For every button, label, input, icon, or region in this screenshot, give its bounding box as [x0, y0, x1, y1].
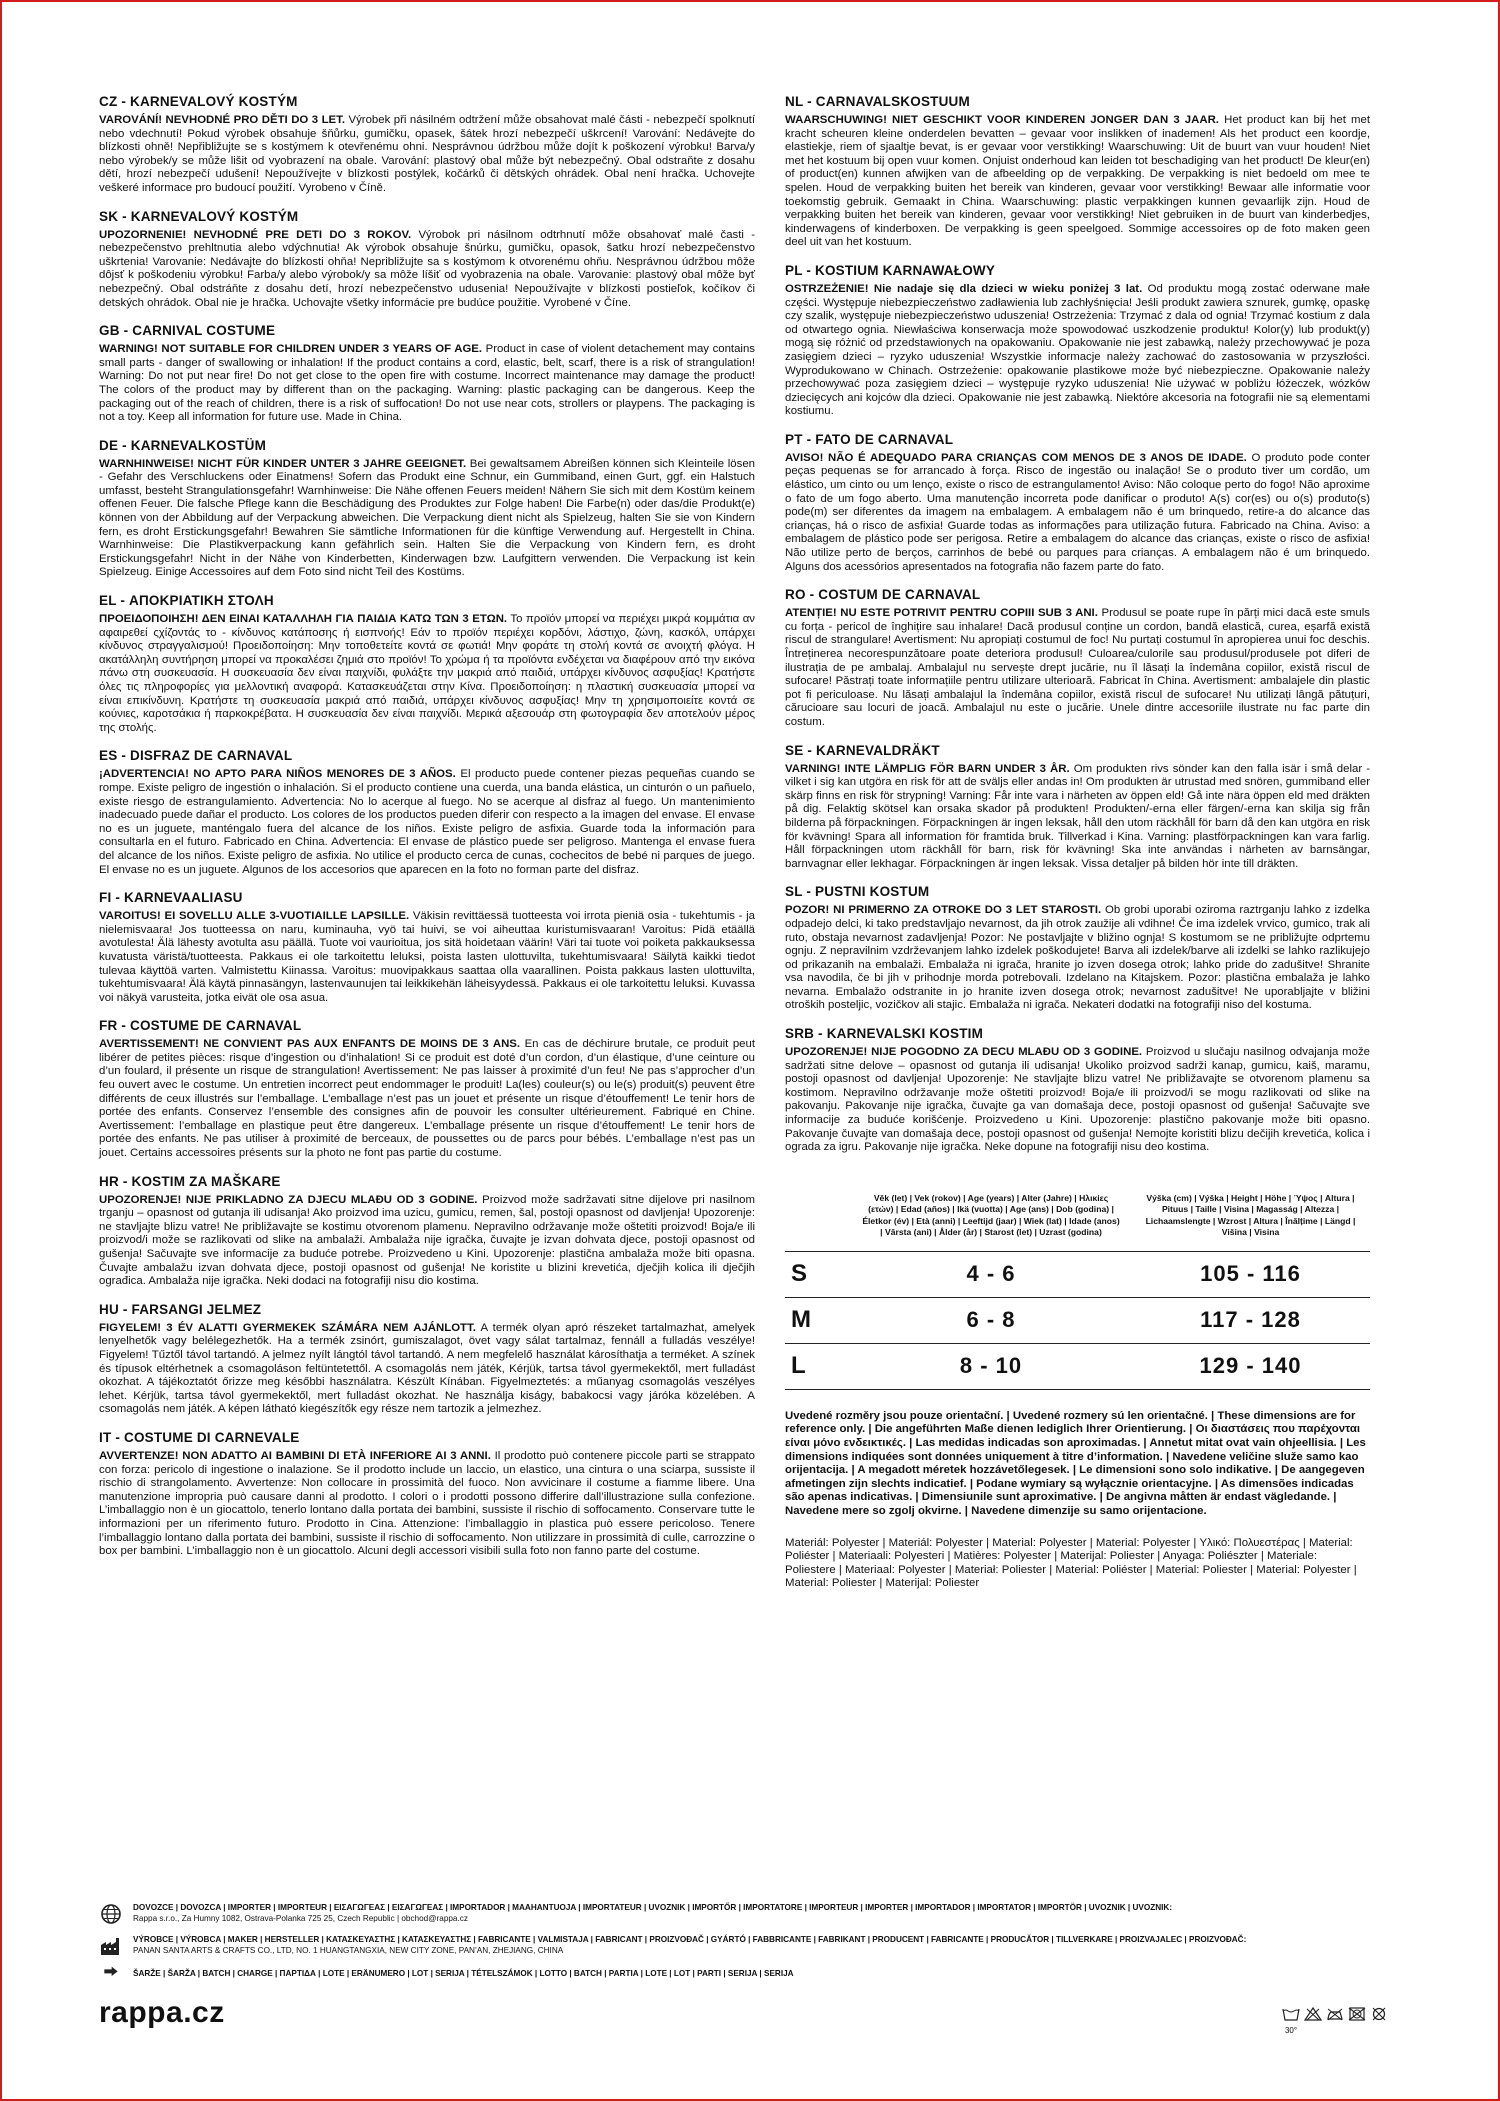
- wash-temperature: 30°: [1284, 2026, 1298, 2035]
- section-title: FR - COSTUME DE CARNAVAL: [99, 1018, 302, 1034]
- section-body: [99, 114, 755, 196]
- right-section: [785, 587, 1370, 729]
- section-warning: VARNING! INTE LÄMPLIG FÖR BARN UNDER 3 ÅR.: [785, 762, 1070, 775]
- wash-icon: [1282, 2007, 1300, 2021]
- section-title: CZ - KARNEVALOVÝ KOSTÝM: [99, 94, 298, 109]
- section-warning: WAARSCHUWING! NIET GESCHIKT VOOR KINDEREN JONGER DAN 3 JAAR.: [785, 114, 1219, 126]
- importer-label: DOVOZCE | DOVOZCA | IMPORTER | IMPORTEUR | ΕΙΣΑΓΩΓΕΑΣ | ΕΙΣΑΓΩΓΕΑΣ | IMPORTADOR | MAAHANTUOJA | IMPORTATEUR | UVOZNIK | IMPORTŐR | IMPORTATORE | IMPORTEUR | IMPORTER | IMPORTADOR | IMPORTATOR | IMPORTÖR | UVOZNIK | UVOZNIK:: [133, 1903, 1173, 1912]
- left-section: [99, 748, 755, 877]
- size-age: 4 - 6: [851, 1251, 1131, 1297]
- right-section: [785, 1026, 1370, 1155]
- section-title: ES - DISFRAZ DE CARNAVAL: [99, 748, 293, 764]
- section-title: SE - KARNEVALDRÄKT: [785, 742, 940, 758]
- right-section: [785, 263, 1370, 419]
- size-col-spacer: [785, 1181, 851, 1252]
- section-warning: AVISO! NÃO É ADEQUADO PARA CRIANÇAS COM MENOS DE 3 ANOS DE IDADE.: [785, 451, 1247, 464]
- section-body: [785, 904, 1370, 1013]
- left-section: [99, 1174, 755, 1289]
- left-section: [99, 593, 755, 735]
- left-column: [99, 94, 755, 1572]
- section-warning: UPOZORENJE! NIJE PRIKLADNO ZA DJECU MLAĐU OD 3 GODINE.: [99, 1193, 478, 1206]
- section-body: [99, 1450, 755, 1559]
- left-section: [99, 1018, 755, 1160]
- size-letter: L: [785, 1343, 851, 1389]
- section-title: PT - FATO DE CARNAVAL: [785, 431, 954, 447]
- size-table-header: [785, 1181, 1370, 1252]
- section-body: [99, 1194, 755, 1289]
- height-header: Výška (cm) | Výška | Height | Höhe | Ύψος | Altura | Pituus | Taille | Visina | Magasság | Altezza | Lichaamslengte | Wzrost | Altura | Înălțime | Längd | Višina | Visina: [1145, 1193, 1356, 1238]
- section-warning: UPOZORENJE! NIJE POGODNO ZA DECU MLAĐU OD 3 GODINE.: [785, 1046, 1143, 1059]
- section-title: SRB - KARNEVALSKI KOSTIM: [785, 1026, 984, 1042]
- size-letter: M: [785, 1297, 851, 1343]
- importer-block: [133, 1902, 1172, 1924]
- section-title: HR - KOSTIM ZA MAŠKARE: [99, 1173, 281, 1189]
- right-column: [785, 94, 1370, 1591]
- size-age: 8 - 10: [851, 1343, 1131, 1389]
- maker-address: PANAN SANTA ARTS & CRAFTS CO., LTD, NO. 1 HUANGTANGXIA, NEW CITY ZONE, PAN’AN, ZHEJIANG, CHINA: [133, 1946, 564, 1955]
- right-sections: [785, 94, 1370, 1155]
- section-text: Om produkten rivs sönder kan den falla isär i små delar - vilket i sig kan utgöra en risk för att de sväljs eller andas in! Om produkten är utrustad med snören, gummiband eller skärp finns en risk för strypning! Varning: Får inte vara i närheten av öppen eld! Gå inte nära öppen eld med dräkten på dig. Felaktig skötsel kan orsaka skador på produkten! Produkten/-erna eller färgen/-erna kan skilja sig från bilderna på förpackningen. Förpackningen är ingen leksak, håll den utom räckhåll för barn då den kan utgöra en risk för kvävning! Spara all information för framtida bruk. Tillverkad i Kina. Varning: plastförpackningen kan vara farlig. Håll förpackningen utom räckhåll för barn, risk för kvävning! Ska inte användas i närheten av barnsängar, barnvagnar eller lekhagar. Förpackningen är ingen leksak. Vissa detaljer på bilden hör inte till dräkten.: [785, 762, 1370, 870]
- left-section: [99, 209, 755, 311]
- right-section: [785, 94, 1370, 250]
- section-warning: POZOR! NI PRIMERNO ZA OTROKE DO 3 LET STAROSTI.: [785, 904, 1102, 917]
- right-section: [785, 743, 1370, 872]
- section-text: Proizvod može sadržavati sitne dijelove pri nasilnom trganju – opasnost od gutanja ili udisanja! Ako proizvod ima uzicu, gumicu, remen, šal, postoji opasnost od davljenja! Upozorenje: ne stavljajte blizu vatre! Ne približavajte se kostimu otvorenom plamenu. Nepravilno održavanje može oštetiti proizvod! Boja/e ili proizvod/i može se razlikovati od slike na ambalaži. Ambalaža nije igračka, čuvajte je izvan dohvata djece, postoji opasnost od gušenja! Sačuvajte sve informacije za buduće potrebe. Proizvedeno u Kini. Upozorenje: plastična ambalaža može biti opasna. Čuvajte ambalažu izvan dohvata djece, postoji opasnost od gušenja! Ne koristite u blizini krevetića, dječjih kolica ili dječjih ograđica. Ambalaža nije igračka. Neki dodaci na fotografiji nisu dio kostima.: [99, 1193, 755, 1288]
- section-body: [99, 910, 755, 1005]
- section-text: Proizvod u slučaju nasilnog odvajanja može sadržati sitne delove – opasnost od gutanja ili udisanja! Ukoliko proizvod sadrži kanap, gumicu, kaiš, maramu, postoji opasnost od davljenja! Upozorenje: Ne stavljajte blizu vatre! Ne približavajte se otvorenom plamenu sa kostimom. Nepravilno održavanje može oštetiti proizvod! Boja/e ili proizvod/i se mogu razlikovati od slike na pakovanju. Pakovanje nije igračka, čuvajte ga van domašaja dece, postoji opasnost od gušenja! Sačuvajte sve informacije za buduće korišćenje. Proizvedeno u Kini. Upozorenje: plastično pakovanje može biti opasno. Pakovanje čuvajte van domašaja dece, postoji opasnost od gušenja! Nemojte koristiti blizu dečijih krevetića, kolica i ograda za igru. Pakovanje nije igračka. Neke dopune na fotografiji nisu deo kostima.: [785, 1046, 1370, 1154]
- brand-logo: rappa.cz: [99, 1996, 225, 2029]
- left-section: [99, 323, 755, 425]
- section-warning: AVERTISSEMENT! NE CONVIENT PAS AUX ENFANTS DE MOINS DE 3 ANS.: [99, 1038, 521, 1051]
- section-warning: WARNING! NOT SUITABLE FOR CHILDREN UNDER 3 YEARS OF AGE.: [99, 343, 483, 356]
- right-section: [785, 432, 1370, 574]
- section-text: Το προϊόν μπορεί να περιέχει μικρά κομμάτια αν αφαιρεθεί ςχίζοντάς το - κίνδυνος κατάποσης ή εισπνοής! Εάν το προϊόν περιέχει κορδόνι, λάστιχο, ζώνη, κασκόλ, υπάρχει κίνδυνος στραγγαλισμού! Προειδοποίηση: Μην τοποθετείτε κοντά σε φωτιά! Μην φοράτε τη στολή κοντά σε ανοιχτή φλόγα. Η ακατάλληλη συντήρηση μπορεί να προκαλέσει ζημιά στο προϊόν! Το χρώμα ή τα προϊόντα ενδέχεται να διαφέρουν από την εικόνα πάνω στη συσκευασία. Η συσκευασία δεν είναι παιχνίδι, φυλάξτε την μακριά από παιδιά, υπάρχει κίνδυνος ασφυξίας! Κρατήστε όλες τις πληροφορίες για μελλοντική αναφορά. Κατασκευάζεται στην Κίνα. Προειδοποίηση: η πλαστική συσκευασία μπορεί να είναι επικίνδυνη. Κρατήστε τη συσκευασία μακριά από παιδιά, υπάρχει κίνδυνος ασφυξίας! Μην τη χρησιμοποιείτε κοντά σε κούνιες, καροτσάκια ή παρκοκρέβατα. Η συσκευασία δεν είναι παιχνίδι. Μερικά αξεσουάρ στη φωτογραφία δεν αποτελούν μέρος της στολής.: [99, 613, 755, 734]
- section-warning: AVVERTENZE! NON ADATTO AI BAMBINI DI ETÀ INFERIORE AI 3 ANNI.: [99, 1449, 491, 1462]
- section-title: FI - KARNEVAALIASU: [99, 890, 243, 906]
- section-warning: WARNHINWEISE! NICHT FÜR KINDER UNTER 3 JAHRE GEEIGNET.: [99, 457, 467, 470]
- maker-block: [133, 1934, 1246, 1956]
- left-section: [99, 438, 755, 580]
- footer: [99, 1902, 1399, 1990]
- section-body: [785, 114, 1370, 250]
- age-header: Věk (let) | Vek (rokov) | Age (years) | Alter (Jahre) | Ηλικίες (ετών) | Edad (años) | Ikä (vuotta) | Age (ans) | Dob (godina) | Életkor (év) | Età (anni) | Leeftijd (jaar) | Wiek (lat) | Idade (anos) | Vârsta (ani) | Ålder (år) | Starost (let) | Uzrast (godina): [862, 1193, 1120, 1238]
- factory-icon: [99, 1934, 123, 1958]
- section-body: [99, 1322, 755, 1417]
- section-text: O produto pode conter peças pequenas se for arrancado à força. Risco de ingestão ou inalação! Se o produto tiver um cordão, um elástico, um cinto ou um lenço, existe o risco de estrangulamento! Aviso: Não coloque perto do fogo! Não aproxime o fato de um fogo aberto. Uma manutenção incorreta pode danificar o produto! A(s) cor(es) ou o(s) produto(s) pode(m) ser diferentes da imagem na embalagem. A embalagem não é um brinquedo, retire-a do alcance das crianças, há o risco de asfixia! Guarde todas as informações para utilização futura. Fabricado na China. Aviso: a embalagem de plástico pode ser perigosa. Retire a embalagem do alcance das crianças, existe o risco de asfixia! Não utilize perto de berços, carrinhos de bebé ou parques para crianças. A embalagem não é um brinquedo. Alguns dos acessórios apresentados na fotografia não fazem parte do fato.: [785, 451, 1370, 573]
- section-body: [785, 763, 1370, 872]
- section-title: SL - PUSTNI KOSTUM: [785, 884, 930, 900]
- section-title: DE - KARNEVALKOSTÜM: [99, 437, 267, 453]
- section-body: [785, 283, 1370, 419]
- section-text: Väkisin revittäessä tuotteesta voi irrota pieniä osia - tukehtumis - ja nielemisvaara! Jos tuotteessa on naru, kuminauha, vyö tai huivi, se voi aiheuttaa kuristumisvaaran! Varoitus: Pidä etäällä avotulesta! Älä lähesty avotulta asu päällä. Tuote voi vaurioitua, jos sitä hoidetaan väärin! Väri tai tuote voi poiketa pakkauksessa kuvatusta väristä/tuotteesta. Pakkaus ei ole tarkoitettu leluksi, poista lasten ulottuvilta, tukehtumisvaara! Säilytä kaikki tiedot tulevaa käyttöä varten. Valmistettu Kiinassa. Varoitus: muovipakkaus saattaa olla vaarallinen. Poista pakkaus lasten ulottuvilta, tukehtumisvaara! Älä käytä pinnasängyn, lastenvaunujen tai leikkikehän läheisyydessä. Pakkaus ei ole tarkoitettu leluksi. Kuvassa voi näkyä varusteita, jotka eivät ole osa asua.: [99, 910, 755, 1004]
- maker-row: [99, 1934, 1399, 1958]
- section-title: RO - COSTUM DE CARNAVAL: [785, 587, 981, 603]
- section-text: Ob grobi uporabi oziroma raztrganju lahko z izdelka odpadejo delci, ki tako predstavljajo nevarnost, da jih otrok zaužije ali vdihne! Če ima izdelek vrvico, gumico, trak ali ruto, obstaja nevarnost zadavljenja! Pozor: Ne postavljajte v bližino ognja! S kostumom se ne približujte odprtemu ognju. Z nepravilnim vzdrževanjem lahko izdelek poškodujete! Barva ali izdelek/barve ali izdelki se lahko razlikujejo od prikazanih na embalaži. Embalaža ni igrača, hranite jo izven dosega otrok; lahko pride do zadušitve! Shranite vsa navodila, če bi jih v prihodnje morda potrebovali. Izdelano na Kitajskem. Pozor: plastična embalaža je lahko nevarna. Embalažo odstranite in jo hranite izven dosega otrok; nevarnost zadušitve! Ne uporabljajte v bližini otroških posteljic, vozičkov ali stajic. Embalaža ni igrača. Nekateri dodatki na fotografiji niso del kostuma.: [785, 904, 1371, 1012]
- section-title: PL - KOSTIUM KARNAWAŁOWY: [785, 262, 996, 278]
- wash-30-symbol: [1282, 2007, 1300, 2035]
- size-row: [785, 1343, 1370, 1389]
- section-warning: ATENȚIE! NU ESTE POTRIVIT PENTRU COPIII SUB 3 ANI.: [785, 607, 1098, 620]
- section-warning: VAROVÁNÍ! NEVHODNÉ PRO DĚTI DO 3 LET.: [99, 114, 345, 126]
- no-tumble-dry-icon: [1348, 2007, 1366, 2021]
- care-symbols: [1282, 2007, 1388, 2035]
- size-height: 117 - 128: [1131, 1297, 1370, 1343]
- size-letter: S: [785, 1251, 851, 1297]
- section-text: Od produktu mogą zostać oderwane małe części. Występuje niebezpieczeństwo zadławienia lub zachłyśnięcia! Jeśli produkt zawiera sznurek, gumkę, opaskę czy szalik, występuje niebezpieczeństwo uduszenia! Ostrzeżenia: Trzymać z dala od ognia! Trzymać kostium z dala od otwartego ognia. Niewłaściwa konserwacja może spowodować uszkodzenie produktu! Kolor(y) lub produkt(y) mogą się różnić od przedstawionych na opakowaniu. Opakowanie nie jest zabawką, należy przechowywać je poza zasięgiem dzieci – ryzyko uduszenia! Wszystkie informacje należy zachować do zastosowania w przyszłości. Wyprodukowano w Chinach. Ostrzeżenie: opakowanie plastikowe może być niebezpieczne. Opakowanie należy przechowywać poza zasięgiem dzieci – występuje ryzyko uduszenia! Nie używać w pobliżu łóżeczek, wózków dziecięcych ani kojców dla dzieci. Opakowanie nie jest zabawką. Niektóre akcesoria na fotografii nie są elementami kostiumu.: [785, 282, 1370, 418]
- batch-row: [99, 1966, 1399, 1982]
- section-text: Il prodotto può contenere piccole parti se strappato con forza: pericolo di ingestione o inalazione. Se il prodotto include un laccio, un elastico, una cintura o una sciarpa, sussiste il rischio di strangolamento. Avvertenze: Non collocare in prossimità del fuoco. Non avvicinare il costume a fiamme libere. Una manutenzione impropria può causare danni al prodotto. I colori o i prodotti possono differire dall’illustrazione sulla confezione. L’imballaggio non è un giocattolo, tenerlo lontano dalla portata dei bambini, sussiste il rischio di soffocamento. Conservare tutte le informazioni per un riferimento futuro. Prodotto in Cina. Attenzione: l’imballaggio in plastica può essere pericoloso. Tenere l’imballaggio lontano dalla portata dei bambini, sussiste il rischio di soffocamento. Non utilizzare in prossimità di culle, carrozzine o box per bambini. L’imballaggio non è un giocattolo. Alcuni degli accessori visibili sulla foto non fanno parte del costume.: [99, 1449, 755, 1558]
- section-warning: ΠΡΟΕΙΔΟΠΟΙΗΣΗ! ΔΕΝ ΕΙΝΑΙ ΚΑΤΑΛΛΗΛΗ ΓΙΑ ΠΑΙΔΙΑ ΚΑΤΩ ΤΩΝ 3 ΕΤΩΝ.: [99, 613, 508, 626]
- left-section: [99, 94, 755, 196]
- no-iron-icon: [1326, 2007, 1344, 2021]
- importer-address: Rappa s.r.o., Za Humny 1082, Ostrava-Polanka 725 25, Czech Republic | obchod@rappa.cz: [133, 1914, 468, 1923]
- size-height: 105 - 116: [1131, 1251, 1370, 1297]
- materials-list: Materiál: Polyester | Materiál: Polyester | Material: Polyester | Material: Polyester | Υλικό: Πολυεστέρας | Material: Poliéster | Materiaali: Polyesteri | Matières: Polyester | Materijal: Poliester | Anyaga: Poliészter | Materiale: Poliestere | Materiaal: Polyester | Materiał: Poliester | Material: Poliéster | Material: Poliester | Material: Polyester | Material: Poliester | Materijal: Poliester: [785, 1536, 1357, 1590]
- maker-label: VÝROBCE | VÝROBCA | MAKER | HERSTELLER | ΚΑΤΑΣΚΕΥΑΣΤΗΣ | ΚΑΤΑΣΚΕΥΑΣΤΗΣ | FABRICANTE | VALMISTAJA | FABRICANT | PROIZVOĐAČ | GYÁRTÓ | FABBRICANTE | FABRIKANT | PRODUCENT | FABRICANTE | PRODUCĂTOR | TILLVERKARE | PROIZVAJALEC | PROIZVOĐAČ:: [133, 1935, 1247, 1944]
- section-title: HU - FARSANGI JELMEZ: [99, 1301, 262, 1317]
- section-body: [99, 229, 755, 311]
- section-warning: ¡ADVERTENCIA! NO APTO PARA NIÑOS MENORES DE 3 AÑOS.: [99, 768, 456, 781]
- section-text: A termék olyan apró részeket tartalmazhat, amelyek lenyelhetők vagy belélegezhetők. Ha a termék zsinórt, gumiszalagot, övet vagy sálat tartalmaz, fennáll a fulladás veszélye! Figyelem! Tűztől távol tartandó. A jelmez nyílt lángtól távol tartandó. A nem megfelelő használat károsíthatja a terméket. A színek és típusok eltérhetnek a csomagoláson feltüntetettől. A csomagolás nem játék, Kérjük, tartsa távol gyermekektől, mert fulladást okozhat. A tájékoztatót őrizze meg későbbi használatra. Készült Kínában. Figyelmeztetés: a műanyag csomagolás veszélyes lehet. Kérjük, tartsa távol gyermekektől, mert fulladást okozhat. Ne használja kiságy, babakocsi vagy járóka közelében. A csomagolás nem játék. A képen látható kiegészítők egy része nem tartozik a jelmezhez.: [99, 1321, 755, 1416]
- importer-row: [99, 1902, 1399, 1926]
- arrow-right-icon: [99, 1966, 123, 1982]
- size-height: 129 - 140: [1131, 1343, 1370, 1389]
- size-row: [785, 1297, 1370, 1343]
- left-section: [99, 1302, 755, 1417]
- section-warning: OSTRZEŻENIE! Nie nadaje się dla dzieci w wieku poniżej 3 lat.: [785, 282, 1143, 295]
- left-section: [99, 1430, 755, 1559]
- section-title: SK - KARNEVALOVÝ KOSTÝM: [99, 208, 299, 224]
- section-text: Product in case of violent detachement may contains small parts - danger of swallowing or inhalation! If the product contains a cord, elastic, belt, scarf, there is a risk of strangulation! Warning: Do not put near fire! Do not get close to the open fire with costume. Incorrect maintenance may damage the product! The colors of the product may by different than on the packaging. Warning: plastic packaging can be dangerous. Keep the packaging out of the reach of children, there is a risk of suffocation! Do not use near cots, strollers or playpens. The packaging is not a toy. Keep all information for future use. Made in China.: [99, 343, 755, 424]
- right-section: [785, 884, 1370, 1013]
- globe-icon: [99, 1902, 123, 1926]
- section-body: [99, 458, 755, 580]
- size-row: [785, 1251, 1370, 1297]
- section-body: [99, 613, 755, 735]
- left-section: [99, 890, 755, 1005]
- section-warning: FIGYELEM! 3 ÉV ALATTI GYERMEKEK SZÁMÁRA NEM AJÁNLOTT.: [99, 1321, 476, 1334]
- section-text: Produsul se poate rupe în părți mici dacă este smuls cu forța - pericol de înghițire sau inhalare! Dacă produsul conține un cordon, bandă elastică, curea, eșarfă există riscul de strangulare! Avertisment: Nu apropiați costumul de foc! Nu purtați costumul în apropierea unui foc deschis. Întreținerea necorespunzătoare poate deteriora produsul! Culoarea/culorile sau produsul/produsele pot diferi de ilustrația de pe ambalaj. Ambalajul nu servește drept jucărie, nu îl lăsați la îndemâna copiilor, există riscul de sufocare! Păstrați toate informațiile pentru utilizare ulterioară. Fabricat în China. Avertisment: ambalajele din plastic pot fi periculoase. Nu lăsați ambalajul la îndemâna copiilor, există riscul de sufocare! Nu utilizați lângă pătuțuri, cărucioare sau locuri de joacă. Ambalajul nu este o jucărie. Unele dintre accesoriile ilustrate nu fac parte din costum.: [785, 607, 1370, 728]
- dimension-note: Uvedené rozměry jsou pouze orientační. | Uvedené rozmery sú len orientačné. | These dimensions are for reference only. | Die angeführten Maße dienen lediglich Ihrer Orientierung. | Οι διαστάσεις που παρέχονται είναι μόνο ενδεικτικές. | Las medidas indicadas son aproximadas. | Annetut mitat ovat vain ohjeellisia. | Les dimensions indiquées sont données uniquement à titre d’information. | Navedene veličine služe samo kao orijentacija. | A megadott méretek hozzávetőlegesek. | Le dimensioni sono solo indikative. | De aangegeven afmetingen zijn slechts indicatief. | Podane wymiary są wyłącznie orientacyjne. | As dimensões indicadas são apenas indicativas. | Dimensiunile sunt aproximative. | De angivna måtten är endast vägledande. | Navedene mere so zgolj okvirne. | Navedene dimenzije su samo orijentacione.: [785, 1409, 1366, 1517]
- section-body: [785, 452, 1370, 574]
- size-age: 6 - 8: [851, 1297, 1131, 1343]
- section-title: EL - ΑΠΟΚΡΙΑΤΙΚΗ ΣΤΟΛΗ: [99, 593, 274, 609]
- section-text: Výrobok pri násilnom odtrhnutí môže obsahovať malé časti - nebezpečenstvo prehltnutia alebo vdýchnutia! Ak výrobok obsahuje šnúrku, gumičku, opasok, šatku hrozí nebezpečenstvo uškrtenia! Varovanie: Nedávajte do blízkosti ohňa! Nepribližujte sa s kostýmom k otvorenému ohňu. Nesprávnou údržbou môže dôjsť k poškodeniu výrobku! Farba/y alebo výrobok/y sa môže líšiť od vyobrazenia na obale. Varovanie: plastový obal môže byť nebezpečný. Obal odstráňte z dosahu detí, hrozí nebezpečenstvo udusenia! Nepoužívajte v blízkosti postieľok, kočíkov či detských ohrádok. Obal nie je hračka. Uchovajte všetky informácie pre budúce použitie. Vyrobené v Číne.: [99, 228, 755, 309]
- section-title: NL - CARNAVALSKOSTUUM: [785, 94, 970, 109]
- section-warning: VAROITUS! EI SOVELLU ALLE 3-VUOTIAILLE LAPSILLE.: [99, 910, 410, 923]
- no-bleach-icon: [1304, 2007, 1322, 2021]
- section-text: En cas de déchirure brutale, ce produit peut libérer de petites pièces: risque d’ingestion ou d’inhalation! Si ce produit est doté d’un cordon, d’un élastique, d’une ceinture ou d’un foulard, il présente un risque de strangulation! Avertissement: Ne pas laisser à proximité d’un feu! Ne pas s’approcher d’un feu ouvert avec le costume. Un entretien incorrect peut endommager le produit! La(les) couleur(s) ou le(s) produit(s) peuvent être différents de ceux illustrés sur l’emballage. L’emballage n’est pas un jouet et présente un risque d’étouffement! Le tenir hors de portée des enfants. Conservez l’ensemble des consignes afin de pouvoir les consulter ultérieurement. Fabriqué en Chine. Avertissement: l’emballage en plastique peut être dangereux. L’emballage présente un risque d’étouffement! Le tenir hors de portée des enfants. Ne pas utiliser à proximité de berceaux, de poussettes ou de parcs pour bébés. L’emballage n’est pas un jouet. Certains accessoires présents sur la photo ne font pas partie du costume.: [99, 1038, 756, 1160]
- section-title: IT - COSTUME DI CARNEVALE: [99, 1429, 300, 1445]
- section-text: Bei gewaltsamem Abreißen können sich Kleinteile lösen - Gefahr des Verschluckens oder Einatmens! Sofern das Produkt eine Schnur, ein Gummiband, einen Gurt, ggf. ein Halstuch umfasst, besteht Strangulationsgefahr! Warnhinweise: Die Nähe offenen Feuers meiden! Nähern Sie sich mit dem Kostüm keinem offenen Feuer. Die falsche Pflege kann die Beschädigung des Produktes zur Folge haben! Die Farbe(n) oder das/die Produkt(e) können von der Abbildung auf der Verpackung abweichen. Die Verpackung dient nicht als Spielzeug, halten Sie sie von Kindern fern, es droht Erstickungsgefahr! Bewahren Sie sämtliche Informationen für die künftige Verwendung auf. Hergestellt in China. Warnhinweise: Die Plastikverpackung kann gefährlich sein. Halten Sie die Verpackung von Kindern fern, es droht Erstickungsgefahr! Nicht in der Nähe von Kinderbetten, Kinderwagen bzw. Laufgittern verwenden. Die Verpackung ist kein Spielzeug. Einige Accessoires auf dem Foto sind nicht Teil des Kostüms.: [99, 457, 756, 579]
- batch-label: ŠARŽE | ŠARŽA | BATCH | CHARGE | ΠΑΡΤΙΔΑ | LOTE | ERÄNUMERO | LOT | SERIJA | TÉTELSZÁMOK | LOTTO | BATCH | PARTIA | LOTE | LOT | PARTI | SERIJA | SERIJA: [133, 1969, 794, 1978]
- section-text: Het product kan bij het met kracht scheuren kleine onderdelen bevatten – gevaar voor inslikken of inademen! Als het product een koordje, elastiekje, riem of sjaaltje bevat, is er gevaar voor verstikking! Waarschuwing: Uit de buurt van vuur houden! Niet met het kostuum bij open vuur komen. Onjuist onderhoud kan leiden tot beschadiging van het product! De kleur(en) of product(en) kunnen afwijken van de afbeelding op de verpakking. De verpakking is niet bedoeld om mee te spelen. Houd de verpakking buiten het bereik van kinderen, gevaar voor verstikking! Bewaar alle informatie voor toekomstig gebruik. Gemaakt in China. Waarschuwing: plastic verpakkingen kunnen gevaarlijk zijn. Houd de verpakking buiten het bereik van kinderen, gevaar voor verstikking! Niet gebruiken in de buurt van kinderbedjes, kinderwagens of kinderboxen. De verpakking is geen speelgoed. Sommige accessoires op de foto maken geen deel uit van het kostuum.: [785, 114, 1370, 249]
- section-text: El producto puede contener piezas pequeñas cuando se rompe. Existe peligro de ingestión o inhalación. Si el producto contiene una cuerda, una banda elástica, un cinturón o un pañuelo, existe riesgo de estrangulamiento. Advertencia: No lo acerque al fuego. No se acerque al disfraz al fuego. Un mantenimiento inadecuado puede dañar el producto. Los colores de los productos pueden diferir con respecto a la imagen del envase. El envase no es un juguete, manténgalo fuera del alcance de los niños. Existe peligro de asfixia. Guarde toda la información para consultarla en el futuro. Fabricado en China. Advertencia: El envase de plástico puede ser peligroso. Mantenga el envase fuera del alcance de los niños. Existe peligro de asfixia. No utilice el producto cerca de cunas, cochecitos de bebé ni parques de juego. El envase no es un juguete. Algunos de los accesorios que aparecen en la foto no forman parte del disfraz.: [99, 768, 755, 876]
- section-title: GB - CARNIVAL COSTUME: [99, 323, 276, 339]
- section-text: Výrobek při násilném odtržení může obsahovat malé části - nebezpečí spolknutí nebo vdechnutí! Pokud výrobek obsahuje šňůrku, gumičku, opasek, šátek hrozí nebezpečí uškrcení! Varování: Nedávejte do blízkosti ohně! Nepřibližujte se s kostýmem k otevřenému ohni. Nesprávnou údržbou může dojít k poškození výrobku! Barva/y nebo výrobek/y se může lišit od vyobrazení na obale. Varování: plastový obal může být nebezpečný. Obal odstraňte z dosahu dětí, hrozí nebezpečí udušení! Nepoužívejte v blízkosti postýlek, kočárků či dětských ohrádek. Obal není hračka. Uchovejte veškeré informace pro budoucí použití. Vyrobeno v Číně.: [99, 114, 755, 194]
- section-body: [785, 607, 1370, 729]
- section-warning: UPOZORNENIE! NEVHODNÉ PRE DETI DO 3 ROKOV.: [99, 228, 412, 241]
- no-dry-clean-icon: [1370, 2007, 1388, 2021]
- section-body: [99, 1038, 755, 1160]
- section-body: [99, 343, 755, 425]
- size-table: [785, 1181, 1370, 1390]
- section-body: [99, 768, 755, 877]
- section-body: [785, 1046, 1370, 1155]
